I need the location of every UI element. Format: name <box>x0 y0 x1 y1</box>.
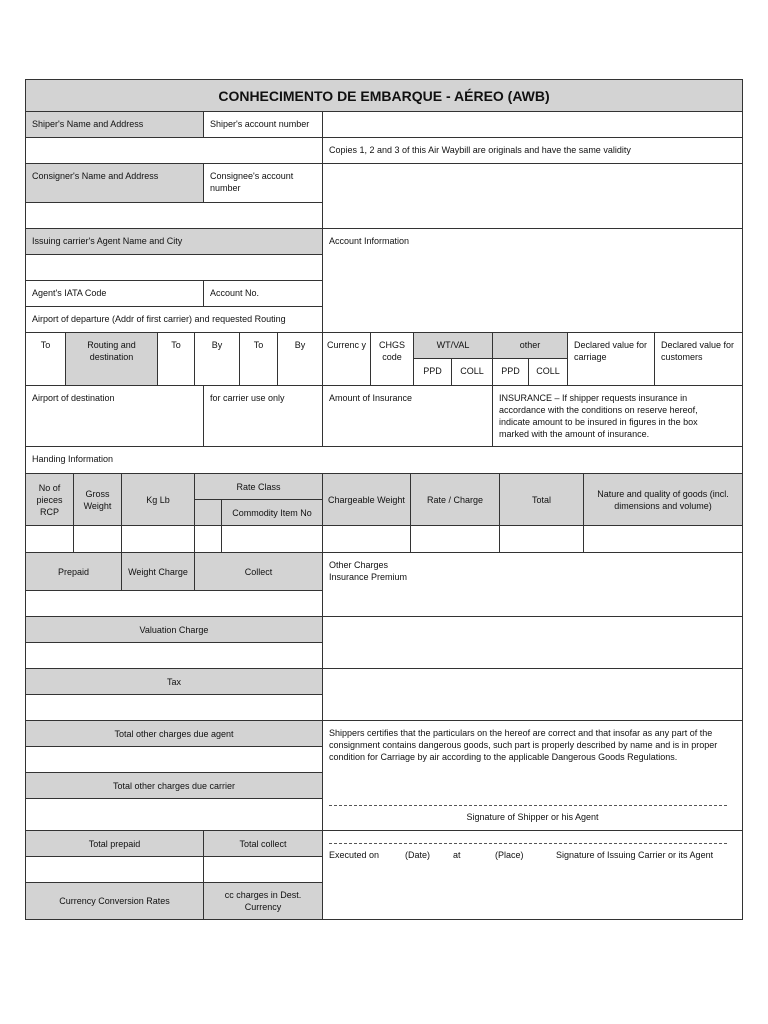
other-charges-label: Other Charges <box>329 560 389 570</box>
kg-lb-header: Kg Lb <box>122 474 195 526</box>
consignee-name-label: Consigner's Name and Address <box>26 164 204 203</box>
coll-1-label: COLL <box>452 359 493 386</box>
total-due-agent-label: Total other charges due agent <box>26 721 323 747</box>
consignee-address-field[interactable] <box>26 203 323 229</box>
weight-charge-field[interactable] <box>26 591 323 617</box>
rate-charge-field[interactable] <box>411 526 500 553</box>
commodity-item-header: Commodity Item No <box>222 500 323 526</box>
routing-by-2: By <box>278 333 323 386</box>
issuing-agent-label: Issuing carrier's Agent Name and City <box>26 229 323 255</box>
shipper-signature-line[interactable] <box>329 805 727 806</box>
nature-quality-header: Nature and quality of goods (incl. dimensions and volume) <box>584 474 742 526</box>
shipper-address-field[interactable] <box>26 138 323 164</box>
routing-to-1: To <box>26 333 66 386</box>
weight-charge-label: Weight Charge <box>122 553 195 591</box>
chgs-code-label: CHGS code <box>371 333 414 386</box>
cc-charges-label: cc charges in Dest. Currency <box>204 883 323 919</box>
carrier-use-label: for carrier use only <box>204 386 323 447</box>
rate-class-sub-cell <box>195 500 222 526</box>
routing-destination: Routing and destination <box>66 333 158 386</box>
rate-charge-header: Rate / Charge <box>411 474 500 526</box>
chargeable-weight-header: Chargeable Weight <box>323 474 411 526</box>
valuation-charge-field[interactable] <box>26 643 323 669</box>
gross-weight-header: Gross Weight <box>74 474 122 526</box>
nature-quality-field[interactable] <box>584 526 742 553</box>
carrier-signature-label: Signature of Issuing Carrier or its Agent <box>556 850 714 860</box>
ppd-1-label: PPD <box>414 359 452 386</box>
chargeable-weight-field[interactable] <box>323 526 411 553</box>
consignee-account-label: Consignee's account number <box>204 164 323 203</box>
coll-2-label: COLL <box>529 359 568 386</box>
total-due-agent-field[interactable] <box>26 747 323 773</box>
executed-on-label: Executed on <box>329 850 380 860</box>
ppd-2-label: PPD <box>493 359 529 386</box>
at-label: at <box>453 850 461 860</box>
total-prepaid-label: Total prepaid <box>26 831 204 857</box>
issuing-agent-field[interactable] <box>26 255 323 281</box>
consignee-account-field[interactable] <box>323 164 742 229</box>
awb-form <box>25 79 743 920</box>
commodity-item-field[interactable] <box>222 526 323 553</box>
gross-weight-field[interactable] <box>74 526 122 553</box>
execution-box <box>323 831 742 919</box>
routing-by-1: By <box>195 333 240 386</box>
certification-text: Shippers certifies that the particulars on the hereof are correct and that insofar as any part of the consignment contains dangerous goods, such part is properly described by name and is in proper condition for Carriage by air according to the applicable Dangerous Goods Regulations. <box>329 728 718 762</box>
total-prepaid-field[interactable] <box>26 857 204 883</box>
other-label: other <box>493 333 568 359</box>
total-due-carrier-label: Total other charges due carrier <box>26 773 323 799</box>
other-charges-box <box>323 553 742 617</box>
valuation-blank-area <box>323 617 742 669</box>
pieces-field[interactable] <box>26 526 74 553</box>
declared-value-carriage: Declared value for carriage <box>568 333 655 386</box>
execution-line[interactable] <box>329 843 727 844</box>
rate-class-header: Rate Class <box>195 474 323 500</box>
collect-label: Collect <box>195 553 323 591</box>
total-collect-label: Total collect <box>204 831 323 857</box>
agent-iata-label: Agent's IATA Code <box>26 281 204 307</box>
certification-box <box>323 721 742 831</box>
account-no-label: Account No. <box>204 281 323 307</box>
tax-field[interactable] <box>26 695 323 721</box>
copies-note: Copies 1, 2 and 3 of this Air Waybill are originals and have the same validity <box>323 138 742 164</box>
place-label: (Place) <box>495 850 524 860</box>
wt-val-label: WT/VAL <box>414 333 493 359</box>
amount-insurance-label: Amount of Insurance <box>323 386 493 447</box>
form-title: CONHECIMENTO DE EMBARQUE - AÉREO (AWB) <box>26 80 742 112</box>
total-collect-field[interactable] <box>204 857 323 883</box>
account-information-label: Account Information <box>323 229 742 333</box>
airport-departure-label: Airport of departure (Addr of first carrier) and requested Routing <box>26 307 323 333</box>
currency-conversion-label: Currency Conversion Rates <box>26 883 204 919</box>
total-header: Total <box>500 474 584 526</box>
tax-label: Tax <box>26 669 323 695</box>
handling-information-label: Handing Information <box>26 447 742 474</box>
insurance-premium-label: Insurance Premium <box>329 572 408 582</box>
kg-lb-field[interactable] <box>122 526 195 553</box>
rate-class-field[interactable] <box>195 526 222 553</box>
tax-blank-area <box>323 669 742 721</box>
shipper-account-label: Shiper's account number <box>204 112 323 138</box>
shipper-account-field[interactable] <box>323 112 742 138</box>
shipper-name-label: Shiper's Name and Address <box>26 112 204 138</box>
valuation-charge-label: Valuation Charge <box>26 617 323 643</box>
routing-to-3: To <box>240 333 278 386</box>
airport-destination-label: Airport of destination <box>26 386 204 447</box>
total-due-carrier-field[interactable] <box>26 799 323 831</box>
currency-label: Currenc y <box>323 333 371 386</box>
total-field[interactable] <box>500 526 584 553</box>
routing-to-2: To <box>158 333 195 386</box>
insurance-note: INSURANCE – If shipper requests insurance in accordance with the conditions on reserve hereof, indicate amount to be insured in figures in the box marked with the amount of insurance. <box>493 386 742 447</box>
shipper-signature-label: Signature of Shipper or his Agent <box>466 812 599 822</box>
date-label: (Date) <box>405 850 431 860</box>
pieces-header: No of pieces RCP <box>26 474 74 526</box>
declared-value-customs: Declared value for customers <box>655 333 742 386</box>
prepaid-label: Prepaid <box>26 553 122 591</box>
